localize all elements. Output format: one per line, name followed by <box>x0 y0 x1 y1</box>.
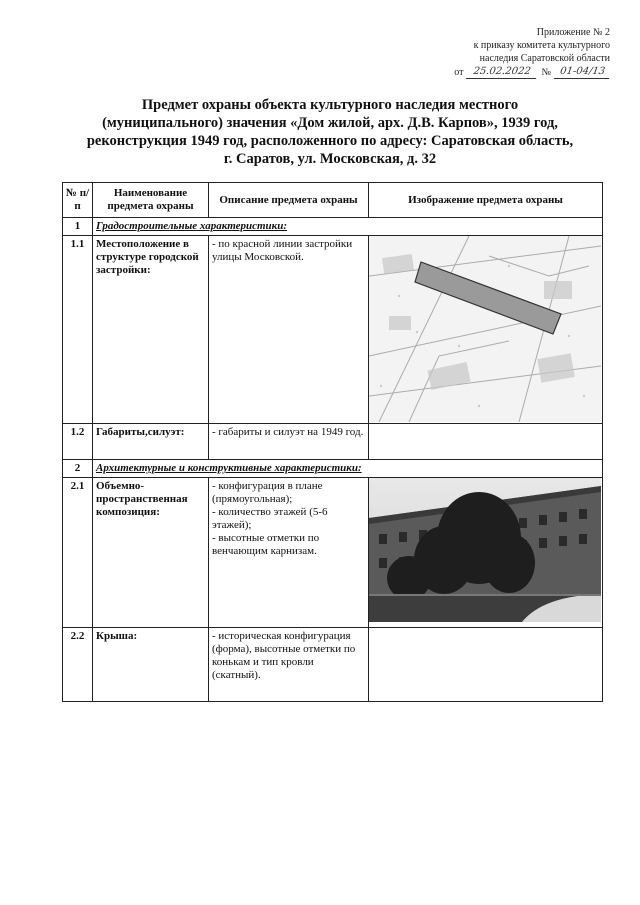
handwritten-date: 25.02.2022 <box>466 65 538 79</box>
title-line-2: (муниципального) значения «Дом жилой, арх. Д.В. Карпов», 1939 год, <box>102 115 558 131</box>
row-1-2-name: Габариты,силуэт: <box>93 424 209 460</box>
table-row <box>63 478 603 628</box>
row-1-1-name: Местоположение в структуре городской застройки: <box>93 236 209 424</box>
appendix-line-3: наследия Саратовской области <box>479 53 610 64</box>
row-1-1-num: 1.1 <box>63 236 93 424</box>
header-image: Изображение предмета охраны <box>369 183 603 218</box>
row-1-2-desc: - габариты и силуэт на 1949 год. <box>209 424 369 460</box>
title-line-4: г. Саратов, ул. Московская, д. 32 <box>223 151 437 167</box>
row-2-1-desc-line-2: - количество этажей (5-6 этажей); <box>212 506 328 531</box>
from-label: от <box>454 67 464 78</box>
row-2-2-name: Крыша: <box>93 628 209 702</box>
section-row-2 <box>63 460 603 478</box>
row-2-1-image-cell <box>369 478 603 628</box>
protection-table <box>62 182 603 702</box>
section-1-num: 1 <box>63 218 93 236</box>
table-row <box>63 628 603 702</box>
section-2-num: 2 <box>63 460 93 478</box>
row-1-2-num: 1.2 <box>63 424 93 460</box>
row-2-1-desc-line-3: - высотные отметки по венчающим карнизам. <box>212 532 320 557</box>
appendix-line-1: Приложение № 2 <box>536 27 610 38</box>
row-2-2-image-cell <box>369 628 603 702</box>
building-photo <box>369 478 601 622</box>
number-label: № <box>541 67 551 78</box>
row-2-2-num: 2.2 <box>63 628 93 702</box>
title-line-3: реконструкция 1949 год, расположенного по адресу: Саратовская область, <box>86 133 574 149</box>
document-title <box>60 96 600 168</box>
table-row <box>63 236 603 424</box>
map-drawing <box>369 236 601 422</box>
row-2-1-desc <box>209 478 369 628</box>
header-num: № п/п <box>63 183 93 218</box>
section-2-label: Архитектурные и конструктивные характеристики: <box>93 460 603 478</box>
section-1-label: Градостроительные характеристики: <box>93 218 603 236</box>
cadastral-map-image <box>369 236 601 422</box>
section-row-1 <box>63 218 603 236</box>
appendix-signature-line <box>370 65 610 79</box>
row-2-1-num: 2.1 <box>63 478 93 628</box>
appendix-line-2: к приказу комитета культурного <box>473 40 610 51</box>
handwritten-number: 01-04/13 <box>554 65 611 79</box>
row-1-1-desc: - по красной линии застройки улицы Московской. <box>209 236 369 424</box>
header-desc: Описание предмета охраны <box>209 183 369 218</box>
photo-drawing <box>369 478 601 622</box>
row-2-2-desc: - историческая конфигурация (форма), высотные отметки по конькам и тип кровли (скатный). <box>209 628 369 702</box>
row-2-1-desc-line-1: - конфигурация в плане (прямоугольная); <box>212 480 323 505</box>
header-name: Наименование предмета охраны <box>93 183 209 218</box>
appendix-block <box>370 26 610 79</box>
row-1-2-image-cell <box>369 424 603 460</box>
table-row <box>63 424 603 460</box>
row-1-1-image-cell <box>369 236 603 424</box>
title-line-1: Предмет охраны объекта культурного наследия местного <box>141 97 519 113</box>
table-header-row <box>63 183 603 218</box>
row-2-1-name: Объемно-пространственная композиция: <box>93 478 209 628</box>
